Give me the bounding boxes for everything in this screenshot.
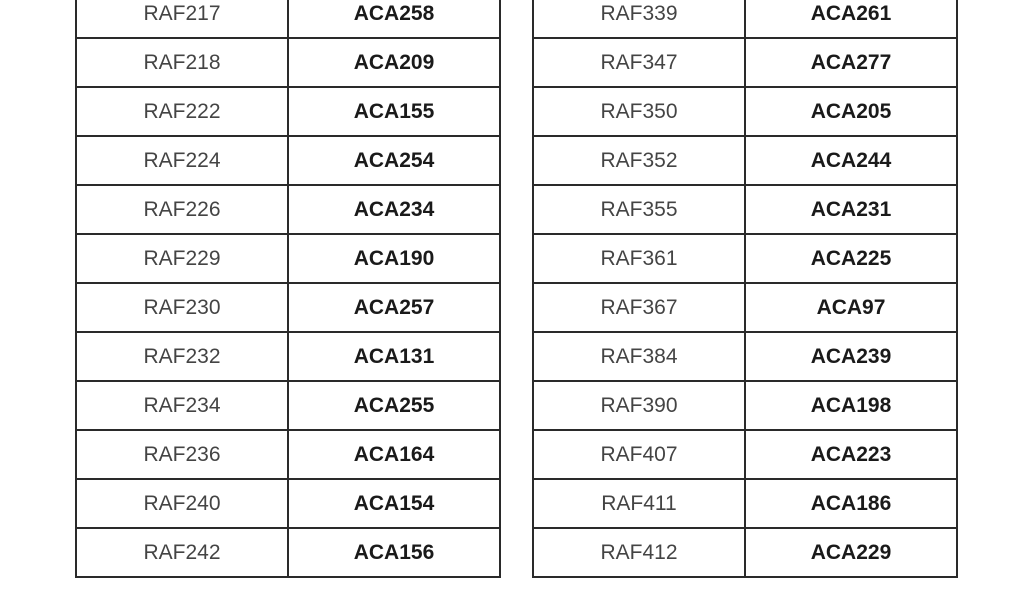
raf-part-number: RAF347	[533, 38, 745, 87]
aca-part-number: ACA239	[745, 332, 957, 381]
raf-part-number: RAF236	[76, 430, 288, 479]
aca-part-number: ACA277	[745, 38, 957, 87]
aca-part-number: ACA223	[745, 430, 957, 479]
table-body	[533, 0, 957, 577]
table-row	[76, 234, 500, 283]
raf-part-number: RAF412	[533, 528, 745, 577]
aca-part-number: ACA156	[288, 528, 500, 577]
aca-part-number: ACA229	[745, 528, 957, 577]
raf-part-number: RAF352	[533, 136, 745, 185]
cross-reference-table-left	[75, 0, 501, 578]
raf-part-number: RAF217	[76, 0, 288, 38]
aca-part-number: ACA190	[288, 234, 500, 283]
raf-part-number: RAF384	[533, 332, 745, 381]
raf-part-number: RAF390	[533, 381, 745, 430]
aca-part-number: ACA257	[288, 283, 500, 332]
table-row	[76, 332, 500, 381]
raf-part-number: RAF224	[76, 136, 288, 185]
raf-part-number: RAF232	[76, 332, 288, 381]
raf-part-number: RAF367	[533, 283, 745, 332]
raf-part-number: RAF229	[76, 234, 288, 283]
table-row	[76, 283, 500, 332]
aca-part-number: ACA97	[745, 283, 957, 332]
aca-part-number: ACA258	[288, 0, 500, 38]
aca-part-number: ACA186	[745, 479, 957, 528]
table-row	[533, 185, 957, 234]
table-body	[76, 0, 500, 577]
raf-part-number: RAF407	[533, 430, 745, 479]
aca-part-number: ACA164	[288, 430, 500, 479]
raf-part-number: RAF222	[76, 87, 288, 136]
table-row	[533, 381, 957, 430]
raf-part-number: RAF355	[533, 185, 745, 234]
table-row	[76, 185, 500, 234]
table-row	[76, 136, 500, 185]
aca-part-number: ACA234	[288, 185, 500, 234]
aca-part-number: ACA155	[288, 87, 500, 136]
raf-part-number: RAF218	[76, 38, 288, 87]
table-row	[76, 479, 500, 528]
raf-part-number: RAF339	[533, 0, 745, 38]
aca-part-number: ACA209	[288, 38, 500, 87]
table-row	[533, 38, 957, 87]
aca-part-number: ACA261	[745, 0, 957, 38]
aca-part-number: ACA244	[745, 136, 957, 185]
table-row	[76, 430, 500, 479]
table-row	[533, 332, 957, 381]
raf-part-number: RAF350	[533, 87, 745, 136]
table-row	[533, 0, 957, 38]
aca-part-number: ACA154	[288, 479, 500, 528]
aca-part-number: ACA198	[745, 381, 957, 430]
table-row	[533, 87, 957, 136]
table-row	[533, 234, 957, 283]
aca-part-number: ACA131	[288, 332, 500, 381]
aca-part-number: ACA255	[288, 381, 500, 430]
table-row	[533, 283, 957, 332]
cross-reference-table-right	[532, 0, 958, 578]
table-row	[533, 136, 957, 185]
raf-part-number: RAF242	[76, 528, 288, 577]
aca-part-number: ACA205	[745, 87, 957, 136]
table-row	[533, 528, 957, 577]
raf-part-number: RAF411	[533, 479, 745, 528]
table-row	[76, 381, 500, 430]
table-row	[76, 38, 500, 87]
raf-part-number: RAF240	[76, 479, 288, 528]
table-row	[76, 0, 500, 38]
raf-part-number: RAF361	[533, 234, 745, 283]
aca-part-number: ACA254	[288, 136, 500, 185]
aca-part-number: ACA231	[745, 185, 957, 234]
table-row	[533, 430, 957, 479]
table-row	[533, 479, 957, 528]
raf-part-number: RAF226	[76, 185, 288, 234]
raf-part-number: RAF234	[76, 381, 288, 430]
raf-part-number: RAF230	[76, 283, 288, 332]
table-row	[76, 528, 500, 577]
table-row	[76, 87, 500, 136]
aca-part-number: ACA225	[745, 234, 957, 283]
